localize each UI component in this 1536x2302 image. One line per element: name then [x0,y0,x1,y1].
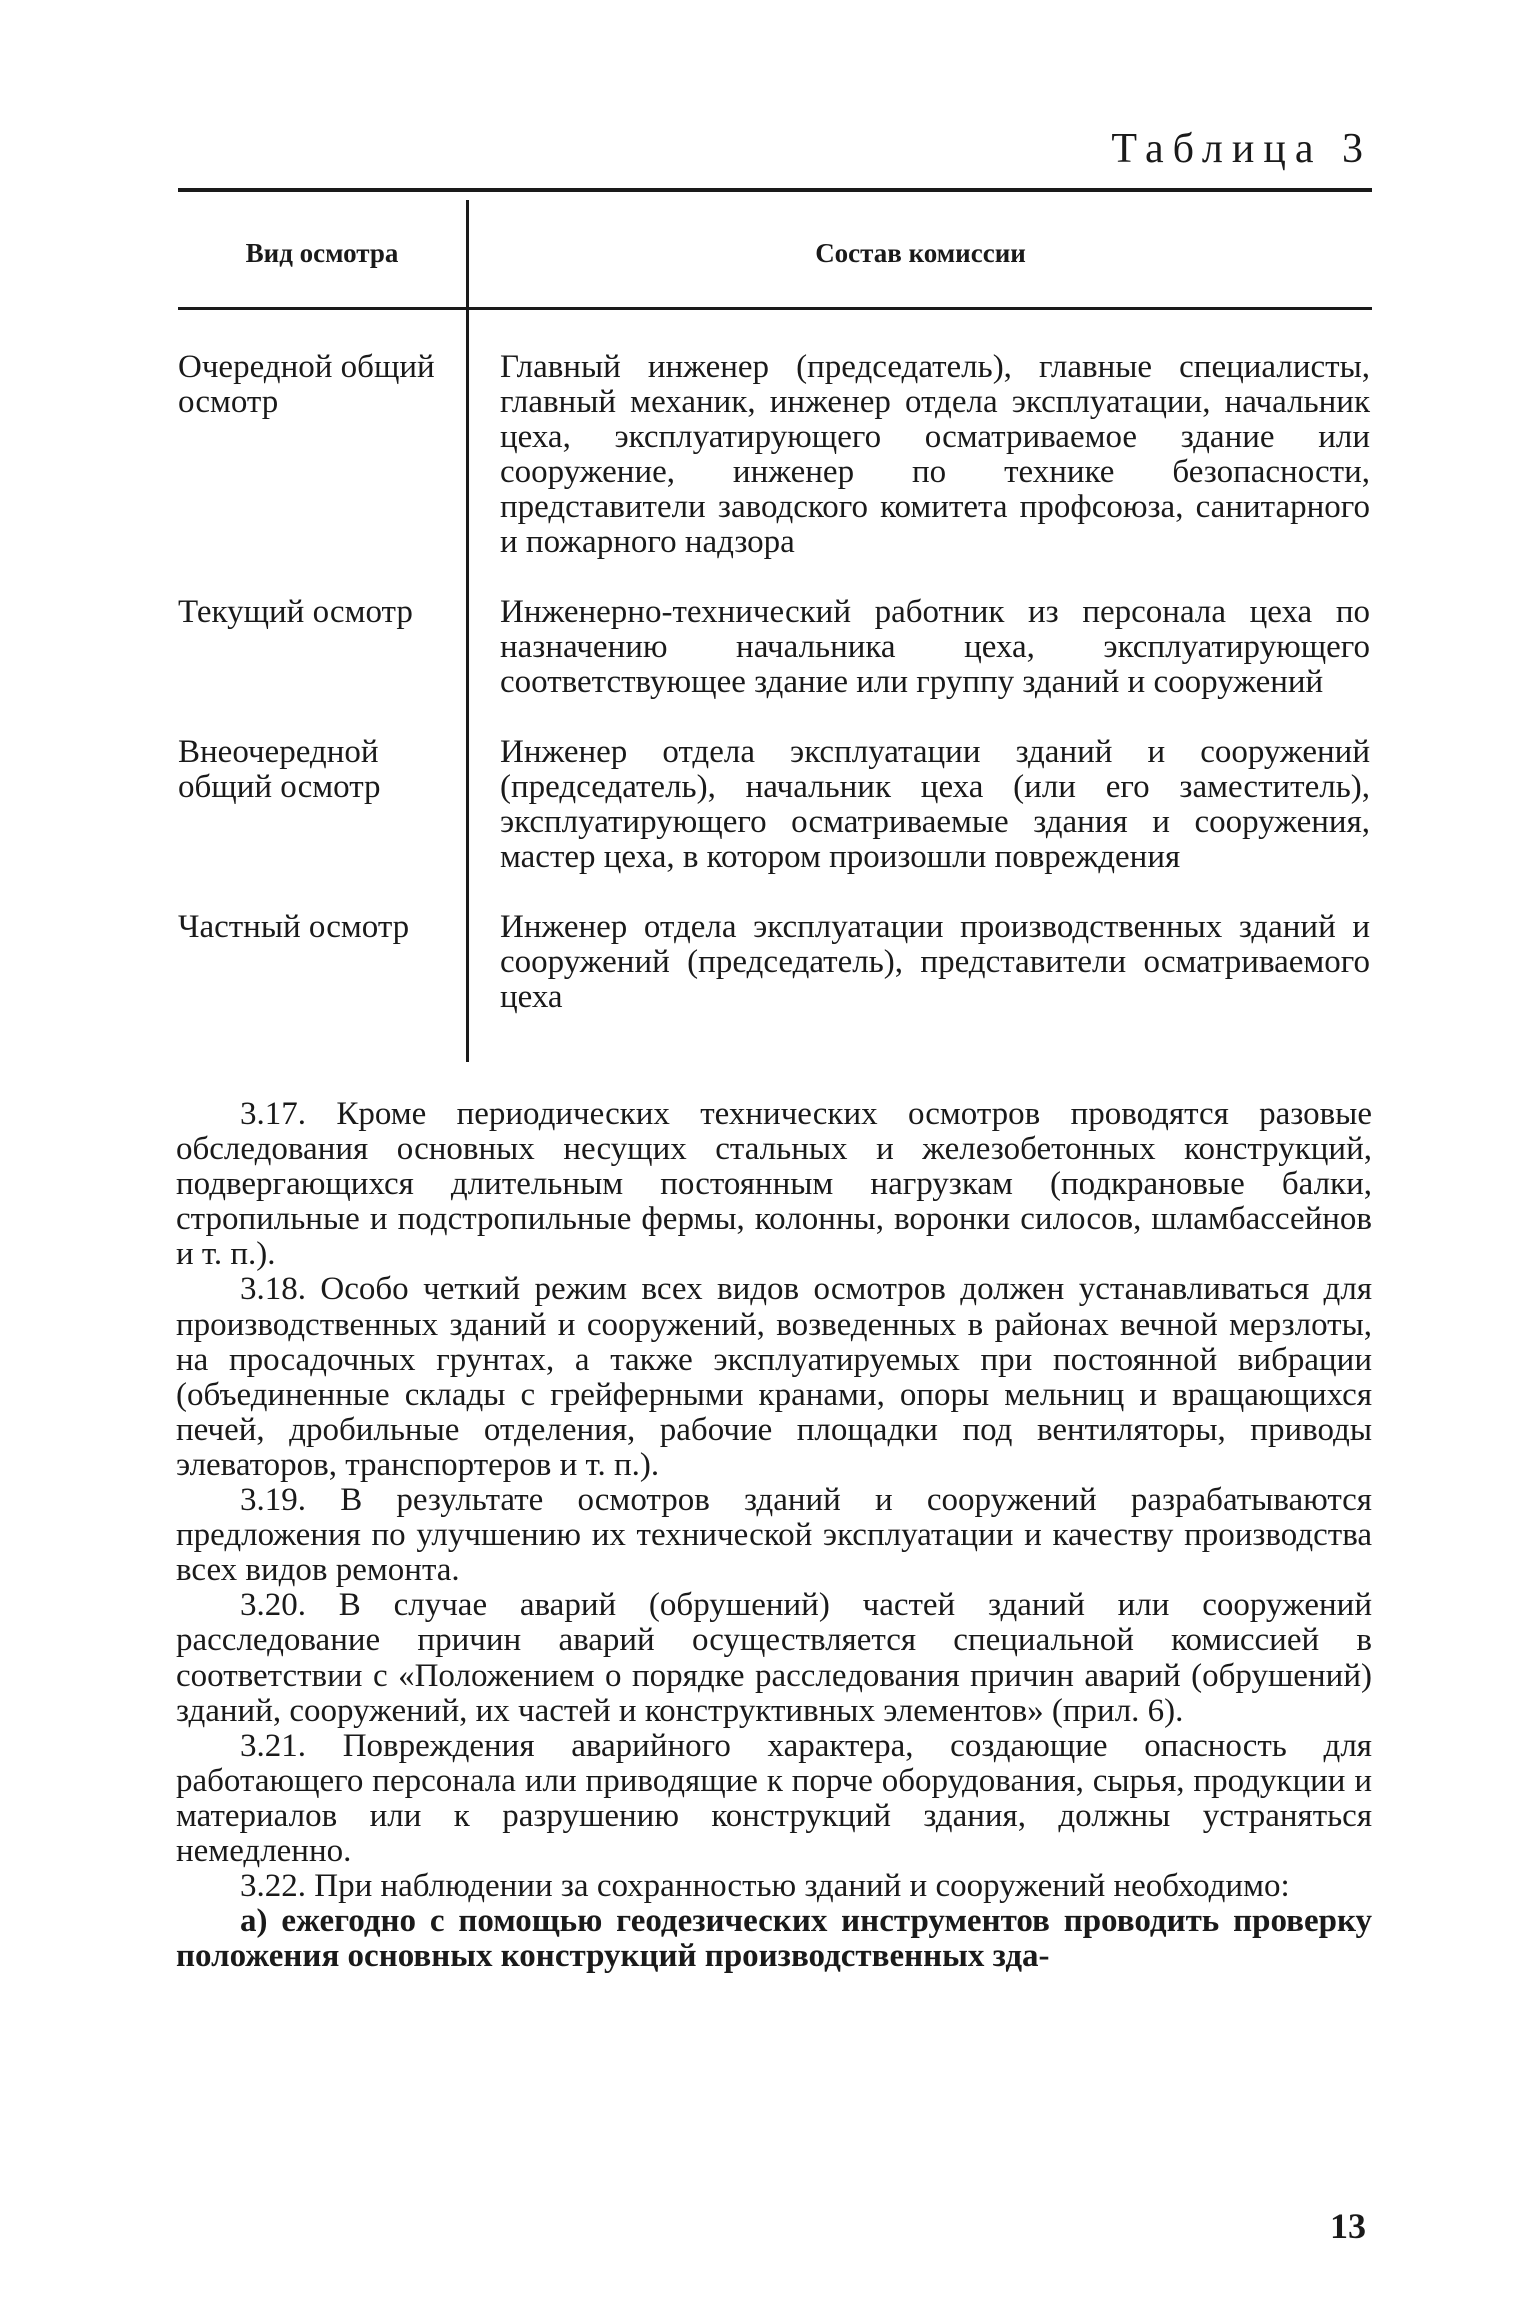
row-3-type: Внеочередной общий осмотр [178,734,381,805]
paragraph-3-22-a: а) ежегодно с помощью геодезических инструментов проводить проверку положения основных конструкций производственных зда- [176,1903,1372,1975]
body-text [176,1097,1372,1974]
row-1-commission: Главный инженер (председатель), главные специалисты, главный механик, инженер отдела эксплуатации, начальник цеха, эксплуатирующего осматриваемое здание или сооружение, инженер по технике безопасности, представители заводского комитета профсоюза, санитарного и пожарного надзора [500,349,1370,560]
row-4-type: Частный осмотр [178,909,410,945]
paragraph-3-22: 3.22. При наблюдении за сохранностью зданий и сооружений необходимо: [240,1868,1290,1905]
paragraph-3-18: 3.18. Особо четкий режим всех видов осмотров должен устанавливаться для производственных зданий и сооружений, возведенных в районах вечной мерзлоты, на просадочных грунтах, а также эксплуатируемых при постоянной вибрации (объединенные склады с грейферными кранами, опоры мельниц и вращающихся печей, дробильные отделения, рабочие площадки под вентиляторы, приводы элеваторов, транспортеров и т. п.). [176,1271,1372,1483]
row-4-commission: Инженер отдела эксплуатации производственных зданий и сооружений (председатель), представители осматриваемого цеха [500,909,1370,1015]
row-3-commission: Инженер отдела эксплуатации зданий и сооружений (председатель), начальник цеха (или его заместитель), эксплуатирующего осматриваемые здания и сооружения, мастер цеха, в котором произошли повреждения [500,734,1370,875]
paragraph-3-21: 3.21. Повреждения аварийного характера, создающие опасность для работающего персонала или приводящие к порче оборудования, сырья, продукции и материалов или к разрушению конструкций здания, должны устраняться немедленно. [176,1727,1372,1869]
row-2-commission: Инженерно-технический работник из персонала цеха по назначению начальника цеха, эксплуатирующего соответствующее здание или группу зданий и сооружений [500,594,1370,700]
column-header-commission: Состав комиссии [815,238,1026,268]
column-header-type: Вид осмотра [245,238,399,268]
row-2-type: Текущий осмотр [178,594,413,630]
table-caption: Таблица 3 [1111,126,1372,172]
page-number: 13 [1330,2206,1366,2246]
table-header-rule [178,307,1372,310]
table-top-rule [178,188,1372,192]
paragraph-3-19: 3.19. В результате осмотров зданий и сооружений разрабатываются предложения по улучшению их технической эксплуатации и качеству производства всех видов ремонта. [176,1482,1372,1589]
row-1-type: Очередной общий осмотр [178,349,435,420]
paragraph-3-20: 3.20. В случае аварий (обрушений) частей зданий или сооружений расследование причин аварий осуществляется специальной комиссией в соответствии с «Положением о порядке расследования причин аварий (обрушений) зданий, сооружений, их частей и конструктивных элементов» (прил. 6). [176,1587,1372,1729]
paragraph-3-17: 3.17. Кроме периодических технических осмотров проводятся разовые обследования основных несущих стальных и железобетонных конструкций, подвергающихся длительным постоянным нагрузкам (подкрановые балки, стропильные и подстропильные фермы, колонны, воронки силосов, шламбассейнов и т. п.). [176,1096,1372,1273]
table-column-divider [466,200,469,1062]
